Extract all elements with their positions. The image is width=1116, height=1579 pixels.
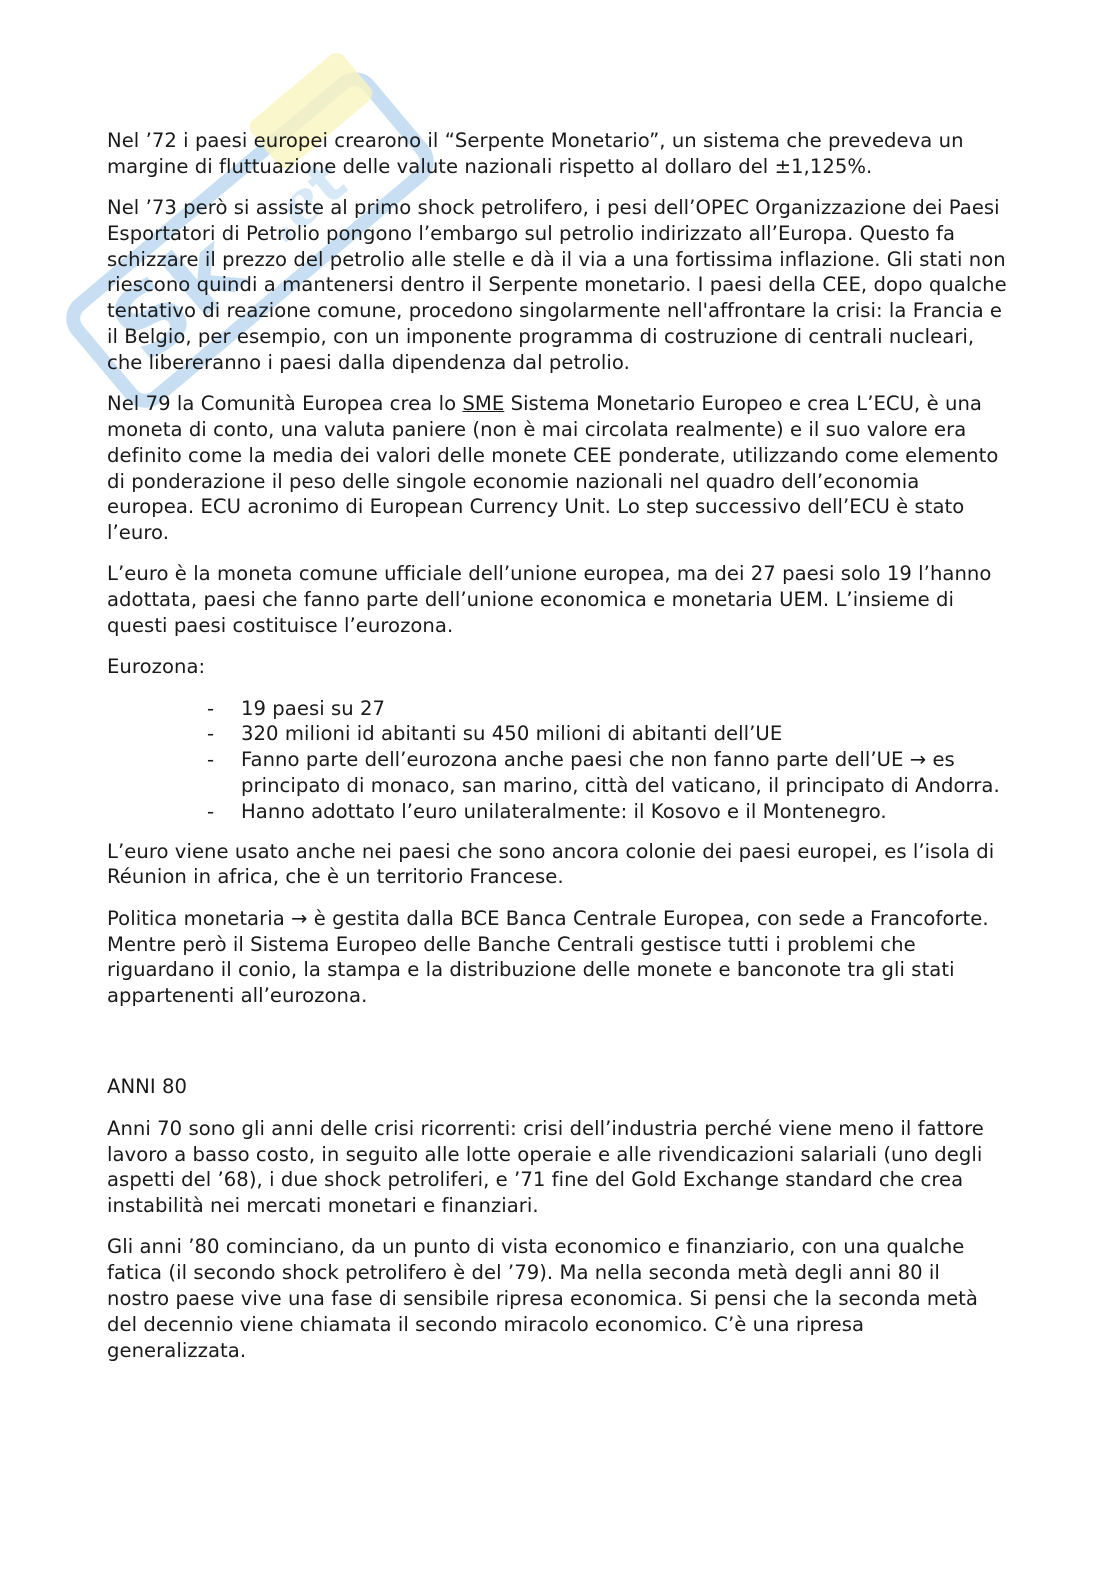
paragraph-anni-80: Gli anni ’80 cominciano, da un punto di vista economico e finanziario, con una qualche fatica (il secondo shock petrolifero è del ’79). Ma nella seconda metà degli anni 80 il nostro paese vive una fase di sensibile ripresa economica. Si pensi che la seconda metà del decennio viene chiamata il secondo miracolo economico. C’è una ripresa generalizzata. — [107, 1235, 978, 1362]
svg-text:Sk: Sk — [89, 212, 264, 384]
spacer — [107, 1024, 1007, 1074]
list-item: - 320 milioni id abitanti su 450 milioni di abitanti dell’UE — [107, 721, 1007, 747]
paragraph-colonie: L’euro viene usato anche nei paesi che sono ancora colonie dei paesi europei, es l’isola di Réunion in africa, che è un territorio Francese. — [107, 839, 995, 889]
paragraph-politica-monetaria: Politica monetaria → è gestita dalla BCE Banca Centrale Europea, con sede a Francoforte. Mentre però il Sistema Europeo delle Banche Centrali gestisce tutti i problemi che riguardano il conio, la stampa e la distribuzione delle monete e banconote tra gli stati appartenenti all’eurozona. — [107, 906, 989, 1008]
eurozona-label: Eurozona: — [107, 655, 206, 679]
svg-text:.ℯt: .ℯt — [246, 146, 360, 258]
paragraph-serpente: Nel ’72 i paesi europei crearono il “Serpente Monetario”, un sistema che prevedeva un margine di fluttuazione delle valute nazionali rispetto al dollaro del ±1,125%. — [107, 129, 964, 178]
list-item: - Hanno adottato l’euro unilateralmente: il Kosovo e il Montenegro. — [107, 799, 1007, 825]
paragraph-shock-petrolifero: Nel ’73 però si assiste al primo shock petrolifero, i pesi dell’OPEC Organizzazione dei Paesi Esportatori di Petrolio pongono l’embargo sul petrolio indirizzato all’Europa. Questo fa schizzare il prezzo del petrolio alle stelle e dà il via a una fortissima inflazione. Gli stati non riescono quindi a mantenersi dentro il Serpente monetario. I paesi della CEE, dopo qualche tentativo di reazione comune, procedono singolarmente nell'affrontare la crisi: la Francia e il Belgio, per esempio, con un imponente programma di costruzione di centrali nucleari, che libereranno i paesi dalla dipendenza dal petrolio. — [107, 196, 1007, 374]
list-item: - Fanno parte dell’eurozona anche paesi che non fanno parte dell’UE → es principato di monaco, san marino, città del vaticano, il principato di Andorra. — [107, 747, 1007, 799]
sme-text-after: Sistema Monetario Europeo e crea L’ECU, è una moneta di conto, una valuta paniere (non è mai circolata realmente) e il suo valore era definito come la media dei valori delle monete CEE ponderate, utilizzando come elemento di ponderazione il peso delle singole economie nazionali nel quadro dell’economia europea. ECU acronimo di European Currency Unit. Lo step successivo dell’ECU è stato l’euro. — [107, 392, 999, 545]
paragraph-sme — [107, 391, 1007, 546]
paragraph-euro: L’euro è la moneta comune ufficiale dell’unione europea, ma dei 27 paesi solo 19 l’hanno adottata, paesi che fanno parte dell’unione economica e monetaria UEM. L’insieme di questi paesi costituisce l’eurozona. — [107, 562, 992, 638]
list-item: - 19 paesi su 27 — [107, 696, 1007, 722]
sme-text-before: Nel 79 la Comunità Europea crea lo — [107, 392, 463, 416]
document-body — [107, 128, 1007, 1379]
sme-underlined: SME — [462, 392, 505, 416]
heading-anni-80: ANNI 80 — [107, 1075, 188, 1099]
eurozona-list — [107, 696, 1007, 825]
paragraph-anni-70: Anni 70 sono gli anni delle crisi ricorrenti: crisi dell’industria perché viene meno il fattore lavoro a basso costo, in seguito alle lotte operaie e alle rivendicazioni salariali (uno degli aspetti del ’68), i due shock petroliferi, e ’71 fine del Gold Exchange standard che crea instabilità nei mercati monetari e finanziari. — [107, 1116, 984, 1218]
